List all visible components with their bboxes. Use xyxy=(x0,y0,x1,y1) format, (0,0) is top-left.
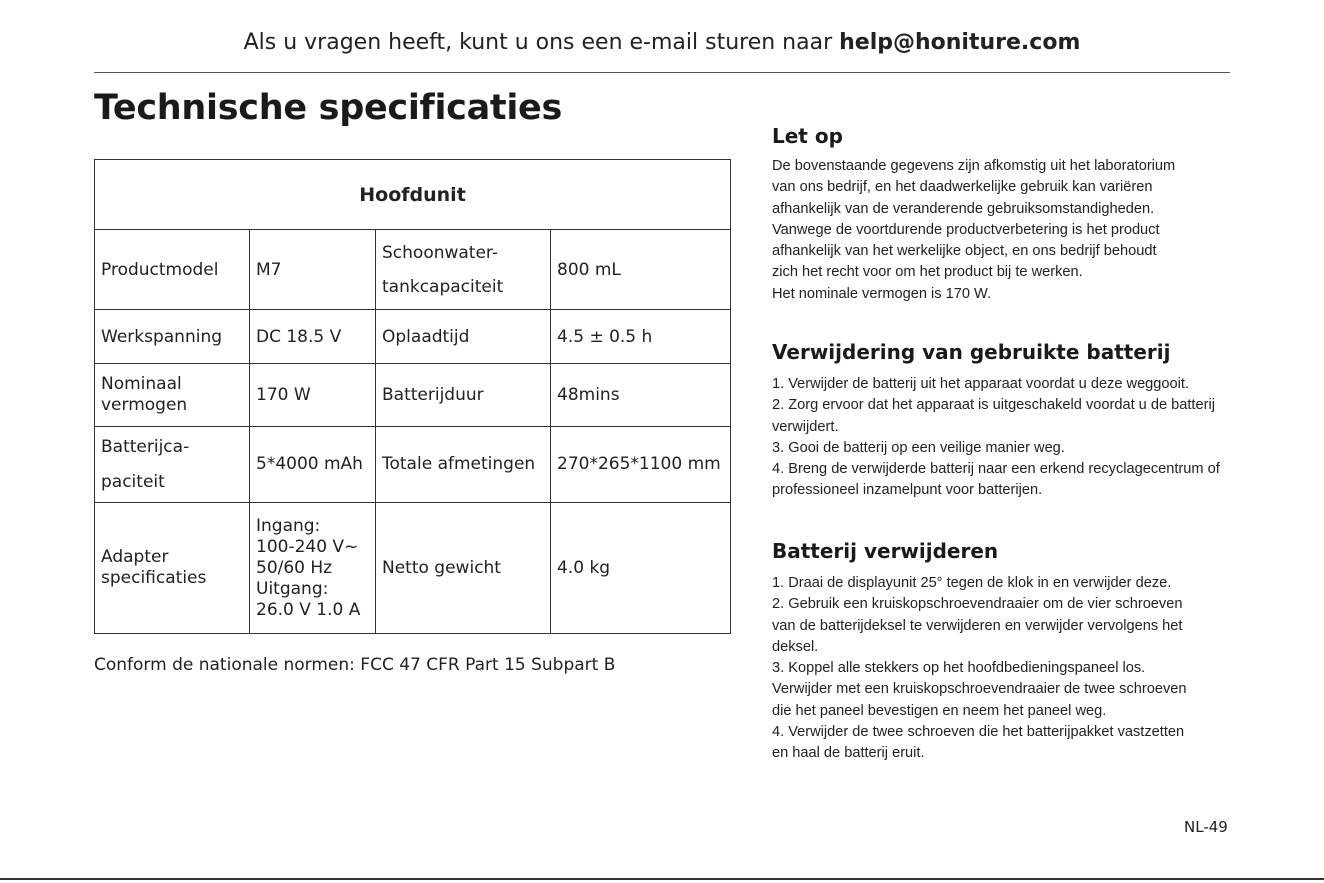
page-header xyxy=(94,30,1230,55)
spec-label: Schoonwater- tankcapaciteit xyxy=(376,230,551,310)
spec-value: 5*4000 mAh xyxy=(250,427,376,503)
spec-table xyxy=(94,159,731,634)
header-text: Als u vragen heeft, kunt u ons een e-mail sturen naar xyxy=(243,30,840,55)
table-row xyxy=(95,310,731,364)
table-row xyxy=(95,503,731,634)
battery-disposal-section xyxy=(772,340,1232,502)
spec-value: 270*265*1100 mm xyxy=(551,427,731,503)
spec-value: Ingang: 100-240 V~ 50/60 Hz Uitgang: 26.0 V 1.0 A xyxy=(250,503,376,634)
battery-removal-body: 1. Draai de displayunit 25° tegen de klok in en verwijder deze. 2. Gebruik een kruiskopschroevendraaier om de vier schroeven van de batterijdeksel te verwijderen en verwijder vervolgens het deksel. 3. Koppel alle stekkers op het hoofdbedieningspaneel los. Verwijder met een kruiskopschroevendraaier de twee schroeven die het paneel bevestigen en neem het paneel weg. 4. Verwijder de twee schroeven die het batterijpakket vastzetten en haal de batterij eruit. xyxy=(772,575,1187,762)
note-body: De bovenstaande gegevens zijn afkomstig uit het laboratorium van ons bedrijf, en het daadwerkelijke gebruik kan variëren afhankelijk van de veranderende gebruiksomstandigheden. Vanwege de voortdurende productverbetering is het product afhankelijk van het werkelijke object, en ons bedrijf behoudt zich het recht voor om het product bij te werken. Het nominale vermogen is 170 W. xyxy=(772,158,1176,302)
table-heading: Hoofdunit xyxy=(95,160,731,230)
spec-value: 4.0 kg xyxy=(551,503,731,634)
spec-label: Batterijca- paciteit xyxy=(95,427,250,503)
bottom-divider xyxy=(0,878,1324,880)
note-heading: Let op xyxy=(772,124,843,148)
spec-value: 4.5 ± 0.5 h xyxy=(551,310,731,364)
spec-label: Werkspanning xyxy=(95,310,250,364)
spec-value: DC 18.5 V xyxy=(250,310,376,364)
battery-disposal-heading: Verwijdering van gebruikte batterij xyxy=(772,340,1171,364)
page-title: Technische specificaties xyxy=(94,88,563,128)
spec-label: Oplaadtijd xyxy=(376,310,551,364)
table-row xyxy=(95,230,731,310)
spec-value: 170 W xyxy=(250,364,376,427)
battery-disposal-body: 1. Verwijder de batterij uit het apparaat voordat u deze weggooit. 2. Zorg ervoor dat het apparaat is uitgeschakeld voordat u de batterij verwijdert. 3. Gooi de batterij op een veilige manier weg. 4. Breng de verwijderde batterij naar een erkend recyclagecentrum of professioneel inzamelpunt voor batterijen. xyxy=(772,376,1220,499)
table-row xyxy=(95,427,731,503)
table-row xyxy=(95,364,731,427)
battery-removal-heading: Batterij verwijderen xyxy=(772,539,999,563)
spec-label: Productmodel xyxy=(95,230,250,310)
note-section xyxy=(772,124,1232,305)
spec-value: 800 mL xyxy=(551,230,731,310)
spec-label: Netto gewicht xyxy=(376,503,551,634)
header-divider xyxy=(94,72,1230,73)
spec-label: Adapter specificaties xyxy=(95,503,250,634)
battery-removal-section xyxy=(772,539,1232,765)
spec-label: Totale afmetingen xyxy=(376,427,551,503)
spec-value: M7 xyxy=(250,230,376,310)
page-number: NL-49 xyxy=(1184,818,1228,836)
spec-label: Batterijduur xyxy=(376,364,551,427)
conformity-statement: Conform de nationale normen: FCC 47 CFR Part 15 Subpart B xyxy=(94,655,616,675)
spec-value: 48mins xyxy=(551,364,731,427)
header-email[interactable]: help@honiture.com xyxy=(839,30,1081,55)
spec-label: Nominaal vermogen xyxy=(95,364,250,427)
